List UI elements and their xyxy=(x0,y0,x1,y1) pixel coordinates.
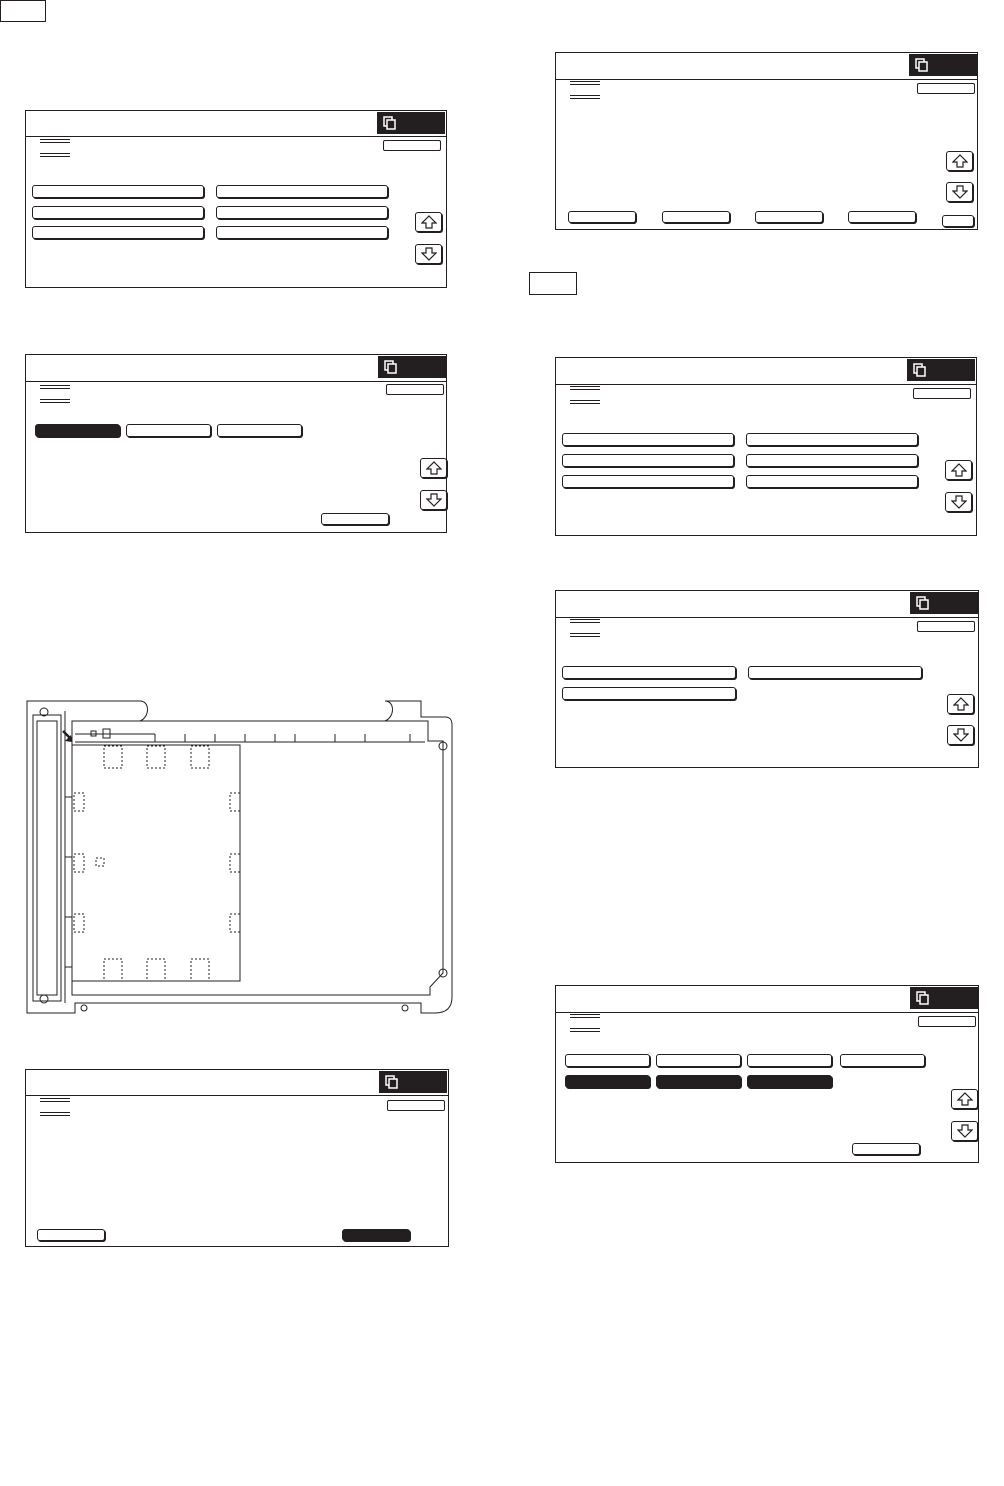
bottom-button-1[interactable] xyxy=(568,211,636,223)
copy-mode-icon xyxy=(916,596,930,610)
row1-button-1[interactable] xyxy=(565,1054,650,1067)
corner-arrow-icon xyxy=(63,731,72,742)
section-tag-right xyxy=(529,272,577,295)
panel-3 xyxy=(25,1069,449,1247)
option-button-4[interactable] xyxy=(746,454,918,467)
option-button-3[interactable] xyxy=(32,206,204,219)
scroll-up-button[interactable] xyxy=(415,212,442,232)
copy-mode-badge[interactable] xyxy=(907,359,975,381)
bottom-button-4[interactable] xyxy=(848,211,916,223)
down-arrow-icon xyxy=(426,493,442,507)
scroll-up-button[interactable] xyxy=(945,460,972,480)
copy-mode-icon xyxy=(916,991,930,1005)
scroll-up-button[interactable] xyxy=(947,694,974,714)
action-button[interactable] xyxy=(321,513,389,525)
ok-button[interactable] xyxy=(386,384,444,395)
copy-mode-icon xyxy=(385,1075,399,1089)
option-button-1[interactable] xyxy=(562,433,734,446)
section-tag-left xyxy=(0,0,46,22)
ok-button[interactable] xyxy=(913,388,971,399)
panel-4 xyxy=(555,52,978,230)
menu-lines-icon[interactable] xyxy=(570,1014,600,1032)
copy-mode-icon xyxy=(915,58,929,72)
scroll-down-button[interactable] xyxy=(415,244,442,264)
copy-mode-badge[interactable] xyxy=(910,592,978,614)
copy-mode-icon xyxy=(383,116,397,130)
option-button-4[interactable] xyxy=(216,206,388,219)
left-action-button[interactable] xyxy=(37,1229,105,1241)
ok-button[interactable] xyxy=(383,140,441,151)
scroll-down-button[interactable] xyxy=(946,182,973,202)
menu-lines-icon[interactable] xyxy=(40,139,70,157)
up-arrow-icon xyxy=(957,1092,973,1106)
copy-mode-icon xyxy=(913,363,927,377)
panel-7 xyxy=(555,985,979,1163)
row1-button-3[interactable] xyxy=(747,1054,832,1067)
down-arrow-icon xyxy=(951,495,967,509)
option-button-6[interactable] xyxy=(746,475,918,488)
option-button-1[interactable] xyxy=(562,666,736,679)
copy-mode-badge[interactable] xyxy=(910,987,978,1009)
row1-button-2[interactable] xyxy=(656,1054,741,1067)
menu-lines-icon[interactable] xyxy=(570,81,600,99)
bottom-button-3[interactable] xyxy=(755,211,823,223)
bottom-button-2[interactable] xyxy=(662,211,730,223)
row2-button-2[interactable] xyxy=(656,1075,741,1088)
tab-2[interactable] xyxy=(126,424,211,437)
copy-mode-badge[interactable] xyxy=(377,112,445,134)
option-button-2[interactable] xyxy=(216,185,388,198)
row1-button-4[interactable] xyxy=(840,1054,925,1067)
option-button-5[interactable] xyxy=(32,226,204,239)
action-button[interactable] xyxy=(852,1143,920,1155)
menu-lines-icon[interactable] xyxy=(570,619,600,637)
scroll-down-button[interactable] xyxy=(947,725,974,745)
tab-1[interactable] xyxy=(35,424,120,437)
ok-button[interactable] xyxy=(918,1016,976,1027)
right-action-button[interactable] xyxy=(342,1229,410,1241)
row2-button-3[interactable] xyxy=(747,1075,832,1088)
up-arrow-icon xyxy=(426,461,442,475)
scroll-down-button[interactable] xyxy=(951,1121,978,1141)
tab-3[interactable] xyxy=(217,424,302,437)
menu-lines-icon[interactable] xyxy=(40,385,70,403)
copy-mode-icon xyxy=(384,360,398,374)
option-button-2[interactable] xyxy=(748,666,922,679)
panel-5 xyxy=(555,357,977,536)
scroll-up-button[interactable] xyxy=(951,1089,978,1109)
option-button-2[interactable] xyxy=(746,433,918,446)
panel-2 xyxy=(25,354,447,533)
copy-mode-badge[interactable] xyxy=(379,1071,447,1093)
down-arrow-icon xyxy=(953,728,969,742)
down-arrow-icon xyxy=(952,185,968,199)
panel-6 xyxy=(555,590,979,768)
option-button-5[interactable] xyxy=(562,475,734,488)
scroll-down-button[interactable] xyxy=(420,490,447,510)
down-arrow-icon xyxy=(957,1124,973,1138)
copy-mode-badge[interactable] xyxy=(909,54,977,76)
scroll-up-button[interactable] xyxy=(946,151,973,171)
original-placement-diagram xyxy=(25,697,453,1015)
ok-button[interactable] xyxy=(917,621,975,632)
menu-lines-icon[interactable] xyxy=(40,1098,70,1116)
ok-button[interactable] xyxy=(387,1100,445,1111)
up-arrow-icon xyxy=(421,215,437,229)
scroll-down-button[interactable] xyxy=(945,492,972,512)
ok-button[interactable] xyxy=(917,83,975,94)
option-button-3[interactable] xyxy=(562,687,736,700)
menu-lines-icon[interactable] xyxy=(570,386,600,404)
scroll-up-button[interactable] xyxy=(420,458,447,478)
bottom-button-5[interactable] xyxy=(942,215,974,227)
option-button-6[interactable] xyxy=(216,226,388,239)
row2-button-1[interactable] xyxy=(565,1075,650,1088)
copy-mode-badge[interactable] xyxy=(378,356,446,378)
up-arrow-icon xyxy=(953,697,969,711)
panel-1 xyxy=(25,110,447,288)
option-button-3[interactable] xyxy=(562,454,734,467)
up-arrow-icon xyxy=(951,463,967,477)
up-arrow-icon xyxy=(952,154,968,168)
down-arrow-icon xyxy=(421,247,437,261)
option-button-1[interactable] xyxy=(32,185,204,198)
